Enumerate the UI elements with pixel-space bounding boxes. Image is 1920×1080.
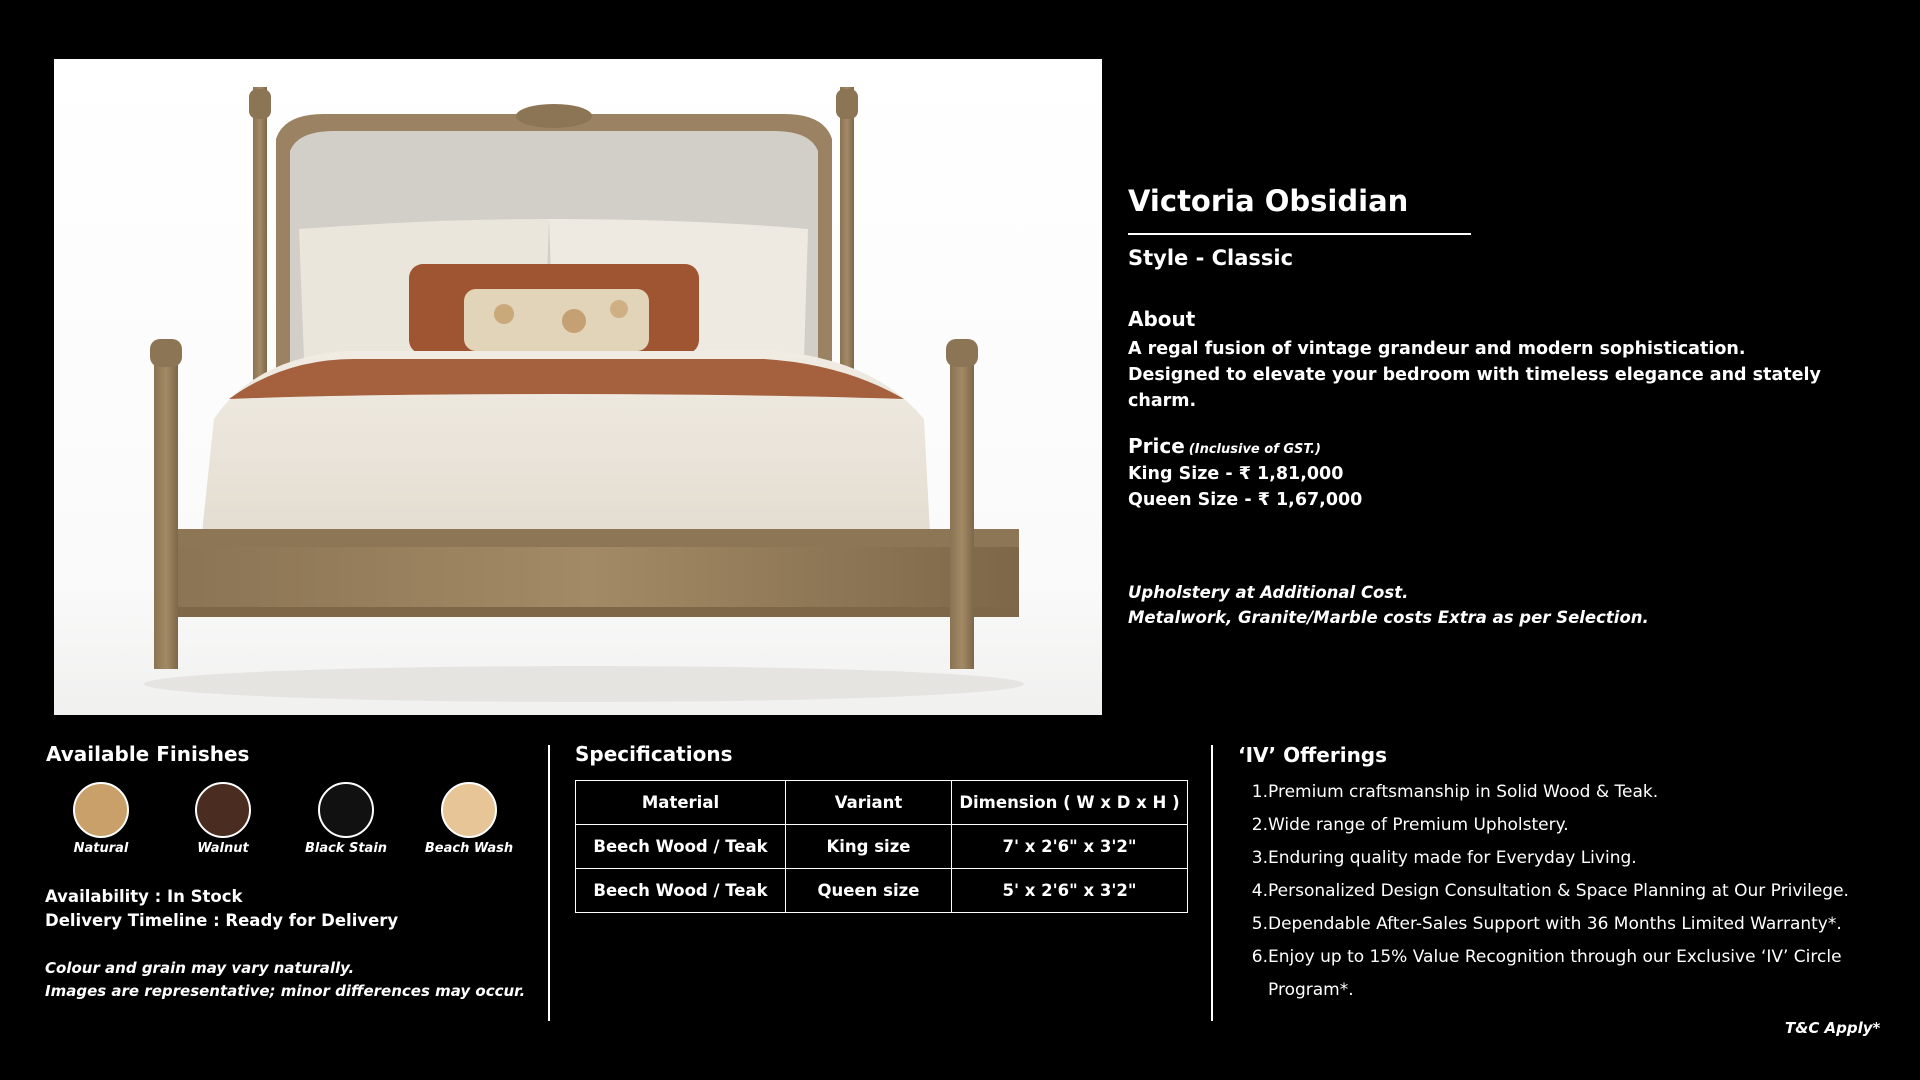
finish-label: Walnut (197, 841, 249, 856)
divider (548, 745, 550, 1021)
price-note: (Inclusive of GST.) (1188, 442, 1321, 457)
list-text: Dependable After-Sales Support with 36 Months Limited Warranty*. (1268, 914, 1842, 934)
availability-status: Availability : In Stock (45, 887, 243, 906)
bed-illustration (54, 59, 1102, 715)
about-line-2: Designed to elevate your bedroom with timeless elegance and stately charm. (1128, 365, 1821, 411)
table-cell: King size (786, 825, 952, 869)
list-text: Enduring quality made for Everyday Living. (1268, 848, 1637, 868)
column-header: Material (576, 781, 786, 825)
list-number: 1. (1251, 782, 1268, 802)
divider (1211, 745, 1213, 1021)
disclaimer-line-2: Images are representative; minor differences may occur. (45, 982, 526, 1000)
title-underline (1128, 233, 1471, 235)
list-item (1230, 908, 1870, 941)
table-header-row (576, 781, 1188, 825)
table-row (576, 869, 1188, 913)
finish-label: Beach Wash (424, 841, 514, 856)
price-heading (1128, 434, 1321, 458)
finish-swatch-black-stain[interactable] (318, 782, 374, 838)
finish-swatch-walnut[interactable] (195, 782, 251, 838)
about-text (1128, 336, 1848, 414)
disclaimer (45, 957, 525, 1003)
about-heading: About (1128, 307, 1196, 331)
list-item (1230, 842, 1870, 875)
extra-costs-line-1: Upholstery at Additional Cost. (1128, 583, 1409, 602)
list-text: Enjoy up to 15% Value Recognition through our Exclusive ‘IV’ Circle Program*. (1268, 947, 1842, 1000)
specifications-table (575, 780, 1188, 913)
specifications-heading: Specifications (575, 742, 733, 766)
list-item (1230, 941, 1870, 1007)
finishes-heading: Available Finishes (46, 742, 250, 766)
delivery-timeline: Delivery Timeline : Ready for Delivery (45, 911, 399, 930)
terms-apply-note: T&C Apply* (1785, 1019, 1881, 1037)
list-item (1230, 875, 1870, 908)
list-text: Premium craftsmanship in Solid Wood & Teak. (1268, 782, 1659, 802)
list-number: 5. (1251, 914, 1268, 934)
list-number: 4. (1251, 881, 1268, 901)
table-cell: Beech Wood / Teak (576, 825, 786, 869)
list-item (1230, 809, 1870, 842)
finish-label: Natural (73, 841, 129, 856)
price-queen: Queen Size - ₹ 1,67,000 (1128, 490, 1363, 510)
list-number: 3. (1251, 848, 1268, 868)
about-line-1: A regal fusion of vintage grandeur and modern sophistication. (1128, 339, 1746, 359)
table-cell: 5' x 2'6" x 3'2" (952, 869, 1188, 913)
list-text: Wide range of Premium Upholstery. (1268, 815, 1569, 835)
table-cell: Beech Wood / Teak (576, 869, 786, 913)
finish-label: Black Stain (304, 841, 388, 856)
list-number: 6. (1251, 947, 1268, 967)
price-heading-label: Price (1128, 434, 1185, 458)
disclaimer-line-1: Colour and grain may vary naturally. (45, 959, 355, 977)
product-title: Victoria Obsidian (1128, 184, 1409, 218)
product-style: Style - Classic (1128, 246, 1294, 270)
table-row (576, 825, 1188, 869)
list-text: Personalized Design Consultation & Space Planning at Our Privilege. (1268, 881, 1849, 901)
extra-costs-note (1128, 580, 1649, 630)
offerings-heading: ‘IV’ Offerings (1238, 743, 1388, 767)
column-header: Dimension ( W x D x H ) (952, 781, 1188, 825)
offerings-list (1230, 776, 1870, 1007)
price-king: King Size - ₹ 1,81,000 (1128, 464, 1344, 484)
availability-block (45, 885, 398, 933)
table-cell: 7' x 2'6" x 3'2" (952, 825, 1188, 869)
finish-swatch-natural[interactable] (73, 782, 129, 838)
extra-costs-line-2: Metalwork, Granite/Marble costs Extra as per Selection. (1128, 608, 1649, 627)
product-image (54, 59, 1102, 715)
list-number: 2. (1251, 815, 1268, 835)
list-item (1230, 776, 1870, 809)
table-cell: Queen size (786, 869, 952, 913)
finish-swatch-beach-wash[interactable] (441, 782, 497, 838)
column-header: Variant (786, 781, 952, 825)
